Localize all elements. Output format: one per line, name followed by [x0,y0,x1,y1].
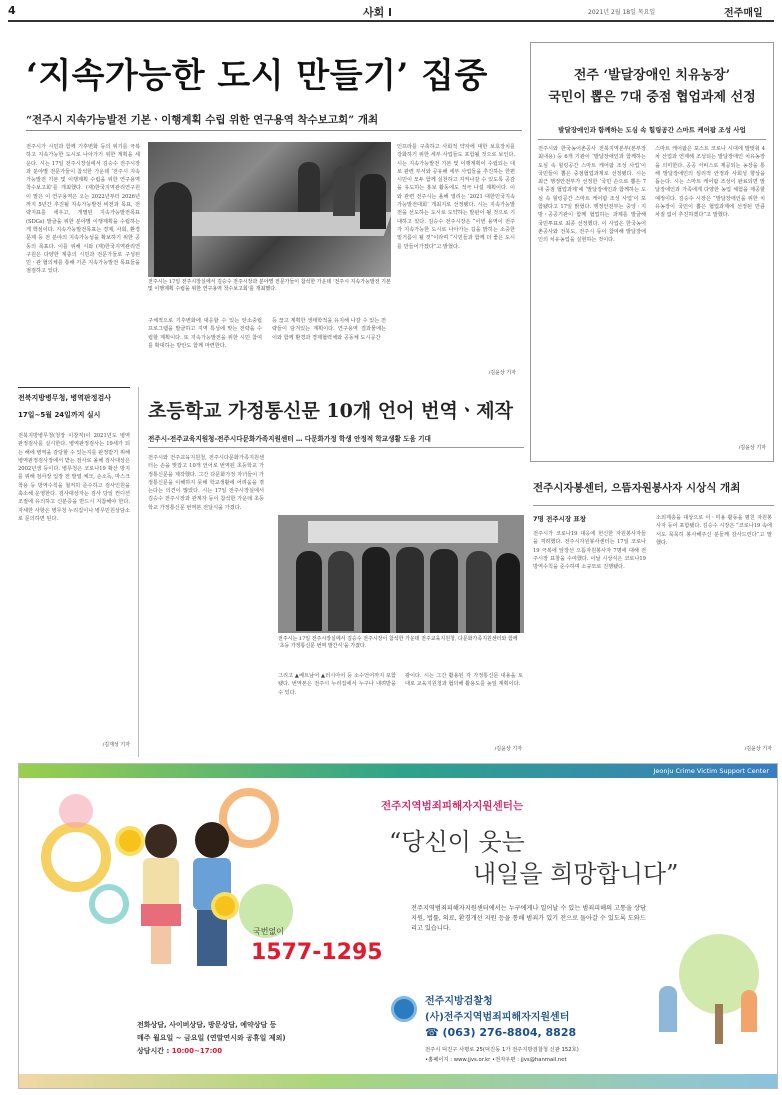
ad-center-phone: ☎ (063) 276-8804, 8828 [425,1026,577,1039]
deco-figure-right [741,990,757,1032]
photo-person [298,162,320,212]
right-rule [533,505,774,506]
right-headline: 전주시자봉센터, 으뜸자원봉사자 시상식 개최 [533,482,741,494]
section-name: 사회 l [363,6,392,19]
sunflower-icon [119,830,141,852]
ad-top-bar [19,764,778,778]
main-headline: ‘지속가능한 도시 만들기’ 집중 [26,56,488,96]
girl-body [143,858,179,908]
ad-web: •홈페이지 : www.jjvs.or.kr •전자우편 : jjvs@hanmail.net [425,1057,567,1063]
photo-banner [308,521,498,543]
deco-circle-yellow [41,822,111,892]
ad-bottom-bar [19,1074,778,1089]
center-byline: /김윤상 기자 [494,746,522,752]
side-subhead: 발달장애인과 함께하는 도심 속 힐링공간 스마트 케어팜 조성 사업 [558,126,746,134]
header-rule [8,20,774,22]
girl-legs [151,926,171,964]
center-col3: 그리고 ▲베트남어 ▲러시아어 등 소수언어까지 포함됐다. 번역본은 전주시 누리집에서 누구나 내려받을 수 있다. [278,673,396,696]
ad-slogan-1: “당신이 웃는 [389,828,525,856]
ad-prosecutor: 전주지방검찰청 [425,996,493,1007]
ad-banner [18,763,778,1089]
side-headline-2: 국민이 뽑은 7대 중점 협업과제 선정 [548,90,756,105]
photo-person [466,551,492,633]
main-photo [148,142,391,277]
ad-description: 전주지역범죄피해자지원센터에서는 누구에게나 일어날 수 있는 범죄피해의 고통을 상담지원, 법률, 의료, 환경개선 지원 등을 통해 범죄가 있기 전으로 돌아갈 수 있도록 도와드리고 있습니다. [411,905,646,932]
brief-title: 전북지방병무청, 병역판정검사 [18,394,112,402]
photo-person [360,174,386,229]
photo-person [496,553,520,633]
center-headline: 초등학교 가정통신문 10개 언어 번역ㆍ제작 [148,400,513,422]
ad-phone-label: 국번없이 [253,927,284,936]
issue-date: 2021년 2월 18일 목요일 [588,9,656,16]
ad-phone-number: 1577-1295 [251,940,383,965]
side-byline: /김윤상 기자 [738,445,766,451]
deco-circle-teal [89,884,129,924]
main-col1: 전주시가 시민과 함께 기후변화 등의 위기를 극복하고 지속가능한 도시로 나아가기 위한 계획을 세운다. 시는 17일 전주시장실에서 김승수 전주시장과 분야별 전문가들이 참석한 가운데 ‘전주시 지속가능발전 기본 및 이행계획 수립을 위한 연구용역 착수보고회’를 개최했다. (재)한국지역관리연구원이 맡은 이 연구용역은 오는 2022년부터 2026년까지 5년간 추진될 지속가능발전 비전과 목표, 전략지표를 세우고, 개별된 지속가능발전목표(SDGs) 발굴을 위한 분야별 이행계획을 수립하는 게 핵심이다. 지속가능발전목표는 경제, 사회, 환경문제 등 전 분야의 지속가능성을 확보하기 위한 공동의 목표다. 이를 위해 시와 (재)한국지역관리연구원은 다양한 계층의 시민과 전문가들로 구성된 민ㆍ관 협의체를 통해 기존 지속가능발전 목표들을 점검하고 있다. [26,144,140,275]
main-byline: /김윤상 기자 [488,370,516,376]
center-rule [148,447,524,448]
ad-org-title: 전주지역범죄피해자지원센터는 [381,800,524,812]
ad-time [137,1046,222,1056]
main-col3: 등 끊고 계획한 생태학적을 유지해 나갈 수 있는 전략들이 담겨있는 계획이다. 연구용역 결과물에는 이와 함께 환경과 경제협력체와 공동체 도시공간 [272,318,386,341]
child-boy-figure [187,822,237,968]
subhead-rule [26,130,522,131]
ad-top-title: Jeonju Crime Victim Support Center [653,767,769,775]
center-logo-icon [391,996,417,1022]
photo-person [430,549,458,633]
side-headline-1: 전주 ‘발달장애인 치유농장’ [573,68,731,83]
brief-byline: /김재성 기자 [102,742,130,748]
center-subhead: 전주시-전주교육지원청-전주시다문화가족지원센터 … 다문화가정 학생 안정적 학교생활 도움 기대 [148,435,431,443]
center-photo-caption: 전주시는 17일 전주시장실에서 김승수 전주시장이 참석한 가운데 전주교육지원청, 다문화가족지원센터와 함께 ‘초등 가정통신문 번역 발간식’을 가졌다. [278,636,518,649]
photo-person [296,551,322,631]
ad-time-value: 10:00~17:00 [171,1047,223,1055]
brief-top-rule [18,387,130,388]
photo-person [328,551,354,631]
side-rule [538,139,766,140]
right-col1: 전주시가 코로나19 대응에 헌신한 자원봉사자들을 격려했다. 전주시자원봉사센터는 17일 코로나19 극복에 앞장선 으뜸자원봉사자 7명에 대해 전주시장 표창을 수여했다. 이날 시상식은 코로나19 방역수칙을 준수하며 소규모로 진행됐다. [533,531,646,571]
ad-hours: 매주 월요일 ~ 금요일 (연말연시와 공휴일 제외) [137,1034,286,1042]
brief-body: 전북지방병무청(청장 이창직)이 2021년도 병역판정검사를 실시한다. 병역판정검사는 19세가 되는 해에 병역을 감당할 수 있는지를 판정받기 위해 병역판정검사장에서 받는 검사로 올해 검사대상은 2002년생 등이다. 병무청은 코로나19 확산 방지를 위해 검사장 입장 전 발열 체크, 손소독, 마스크 착용 등 방역수칙을 철저히 준수하고 검사인원을 축소해 운영한다. 검사대상자는 검사 당일 컨디션 조절에 유의하고 신분증을 반드시 지참해야 한다. 자세한 사항은 병무청 누리집이나 병무민원상담소로 문의하면 된다. [18,433,130,522]
main-col4: 인프라를 구축하고 사회적 약자에 대한 보호장치를 강화하기 위한 세부 사업들도 포함될 것으로 보인다. 시는 지속가능발전 기본 및 이행계획이 수립되는 대로 관련 부서와 공유해 세부 사업들을 추진하는 한편 시민이 모두 함께 실천하고 지켜나갈 수 있도록 공감을 유도하는 홍보 활동에도 적극 나설 계획이다. 이와 관련 전주시는 올해 열리는 ‘2021 대한민국지속가능발전대회’ 개최지로 선정됐다. 시는 지속가능발전을 선도하는 도시로 도약하는 발판이 될 것으로 기대하고 있다. 김승수 전주시장은 “이번 용역이 전주가 지속가능한 도시로 나아가는 길을 밝히는 소중한 밑거름이 될 것”이라며 “시민들과 함께 더 좋은 도시를 만들어가겠다”고 밝혔다. [397,144,515,250]
right-subhead: 7명 전주시장 표창 [533,515,587,523]
paper-name: 전주매일 [724,8,763,19]
deco-circle-pink [59,794,93,828]
boy-head [195,822,229,858]
ad-time-label: 상담시간 : [137,1047,172,1055]
page-header [8,4,774,20]
photo-person [154,182,192,277]
deco-figure-right [659,986,677,1032]
sunflower-icon [215,896,235,916]
main-subhead: “전주시 지속가능발전 기본ㆍ이행계획 수립 위한 연구용역 착수보고회” 개최 [26,114,379,126]
deco-tree-trunk [715,1004,723,1044]
boy-pants [197,910,227,966]
girl-skirt [141,904,181,926]
main-col2: 구체적으로 기후변화에 대응할 수 있는 탄소중립 프로그램을 발굴하고 지역 특성에 맞는 전략을 수립할 계획이다. 또 지속가능발전을 위한 시민 참여를 확대하는 방안도 함께 마련한다. [148,318,262,349]
photo-person [333,166,355,216]
column-divider [138,387,139,757]
photo-person [396,547,424,633]
right-col2: 소외계층을 대상으로 이ㆍ미용 활동을 펼친 자원봉사자 등이 포함됐다. 김승수 시장은 “코로나19 속에서도 묵묵히 봉사해주신 분들께 감사드린다”고 말했다. [656,515,772,546]
photo-person [362,547,390,633]
ad-center-name: (사)전주지역범죄피해자지원센터 [425,1012,570,1023]
center-photo [278,515,524,633]
child-girl-figure [139,824,183,964]
center-col1: 전주시와 전주교육지원청, 전주시다문화가족지원센터는 손을 맞잡고 10개 언어로 번역된 초등학교 가정통신문을 제작했다. 그간 다문화가정 자녀들이 가정통신문을 이해하지 못해 학교생활에 어려움을 겪는다는 의견이 많았다. 시는 17일 전주시장실에서 김승수 전주시장과 관계자 등이 참석한 가운데 초등학교 가정통신문 번역본 전달식을 가졌다. [148,455,264,511]
page-number: 4 [8,4,16,17]
ad-services: 전화상담, 사이버상담, 방문상담, 예약상담 등 [137,1021,277,1029]
main-photo-caption: 전주시는 17일 전주시장실에서 김승수 전주시장과 분야별 전문가들이 참석한 가운데 ‘전주시 지속가능발전 기본 및 이행계획 수립을 위한 연구용역 착수보고회’를 개최했다. [148,279,391,292]
ad-address: 전주시 덕진구 사평로 25(덕진동 1가 전주지방검찰청 신관 152호) [425,1047,579,1053]
girl-head [145,824,177,858]
right-byline: /김윤상 기자 [744,746,772,752]
side-col1: 전주시와 한국농어촌공사 전북지역본부(본부장 최내용) 등 6개 기관이 ‘발달장애인과 함께하는 도심 속 힐링공간 스마트 케어팜 조성 사업’이 국민들이 뽑은 중점협업과제로 선정됐다. 시는 최근 행정안전부가 선정한 ‘국민 손으로 뽑은 7대 중점 협업과제’에 ‘발달장애인과 함께하는 도심 속 힐링공간 스마트 케어팜 조성 사업’이 포함됐다고 17일 밝혔다. 행정안전부는 중앙ㆍ지방ㆍ공공기관이 함께 협업하는 과제를 발굴해 국민투표로 최종 선정했다. 이 사업은 한국농어촌공사와 전북도, 전주시 등이 참여해 발달장애인의 치유농업을 실현하는 것이다. [538,146,646,244]
center-col4: 광이다. 시는 그간 활용된 각 가정통신문 내용을 토대로 교육지원청과 협의해 활용도를 높일 계획이다. [405,673,523,688]
ad-slogan-2: 내일을 희망합니다” [473,860,679,888]
side-col2: 스마트 케어팜은 포스트 코로나 시대에 발맞춰 4차 산업과 연계해 조성되는 발달장애인 치유농장을 의미한다. 공공 서비스로 제공되는 농장을 통해 발달장애인의 심리적 안정과 사회성 향상을 돕는다. 시는 스마트 케어팜 조성이 완료되면 발달장애인과 가족에게 다양한 농업 체험을 제공할 예정이다. 김승수 시장은 “발달장애인을 위한 치유농장이 국민이 뽑은 협업과제에 선정된 만큼 차질 없이 추진하겠다”고 말했다. [655,146,765,219]
brief-subtitle: 17일~5월 24일까지 실시 [18,411,101,419]
